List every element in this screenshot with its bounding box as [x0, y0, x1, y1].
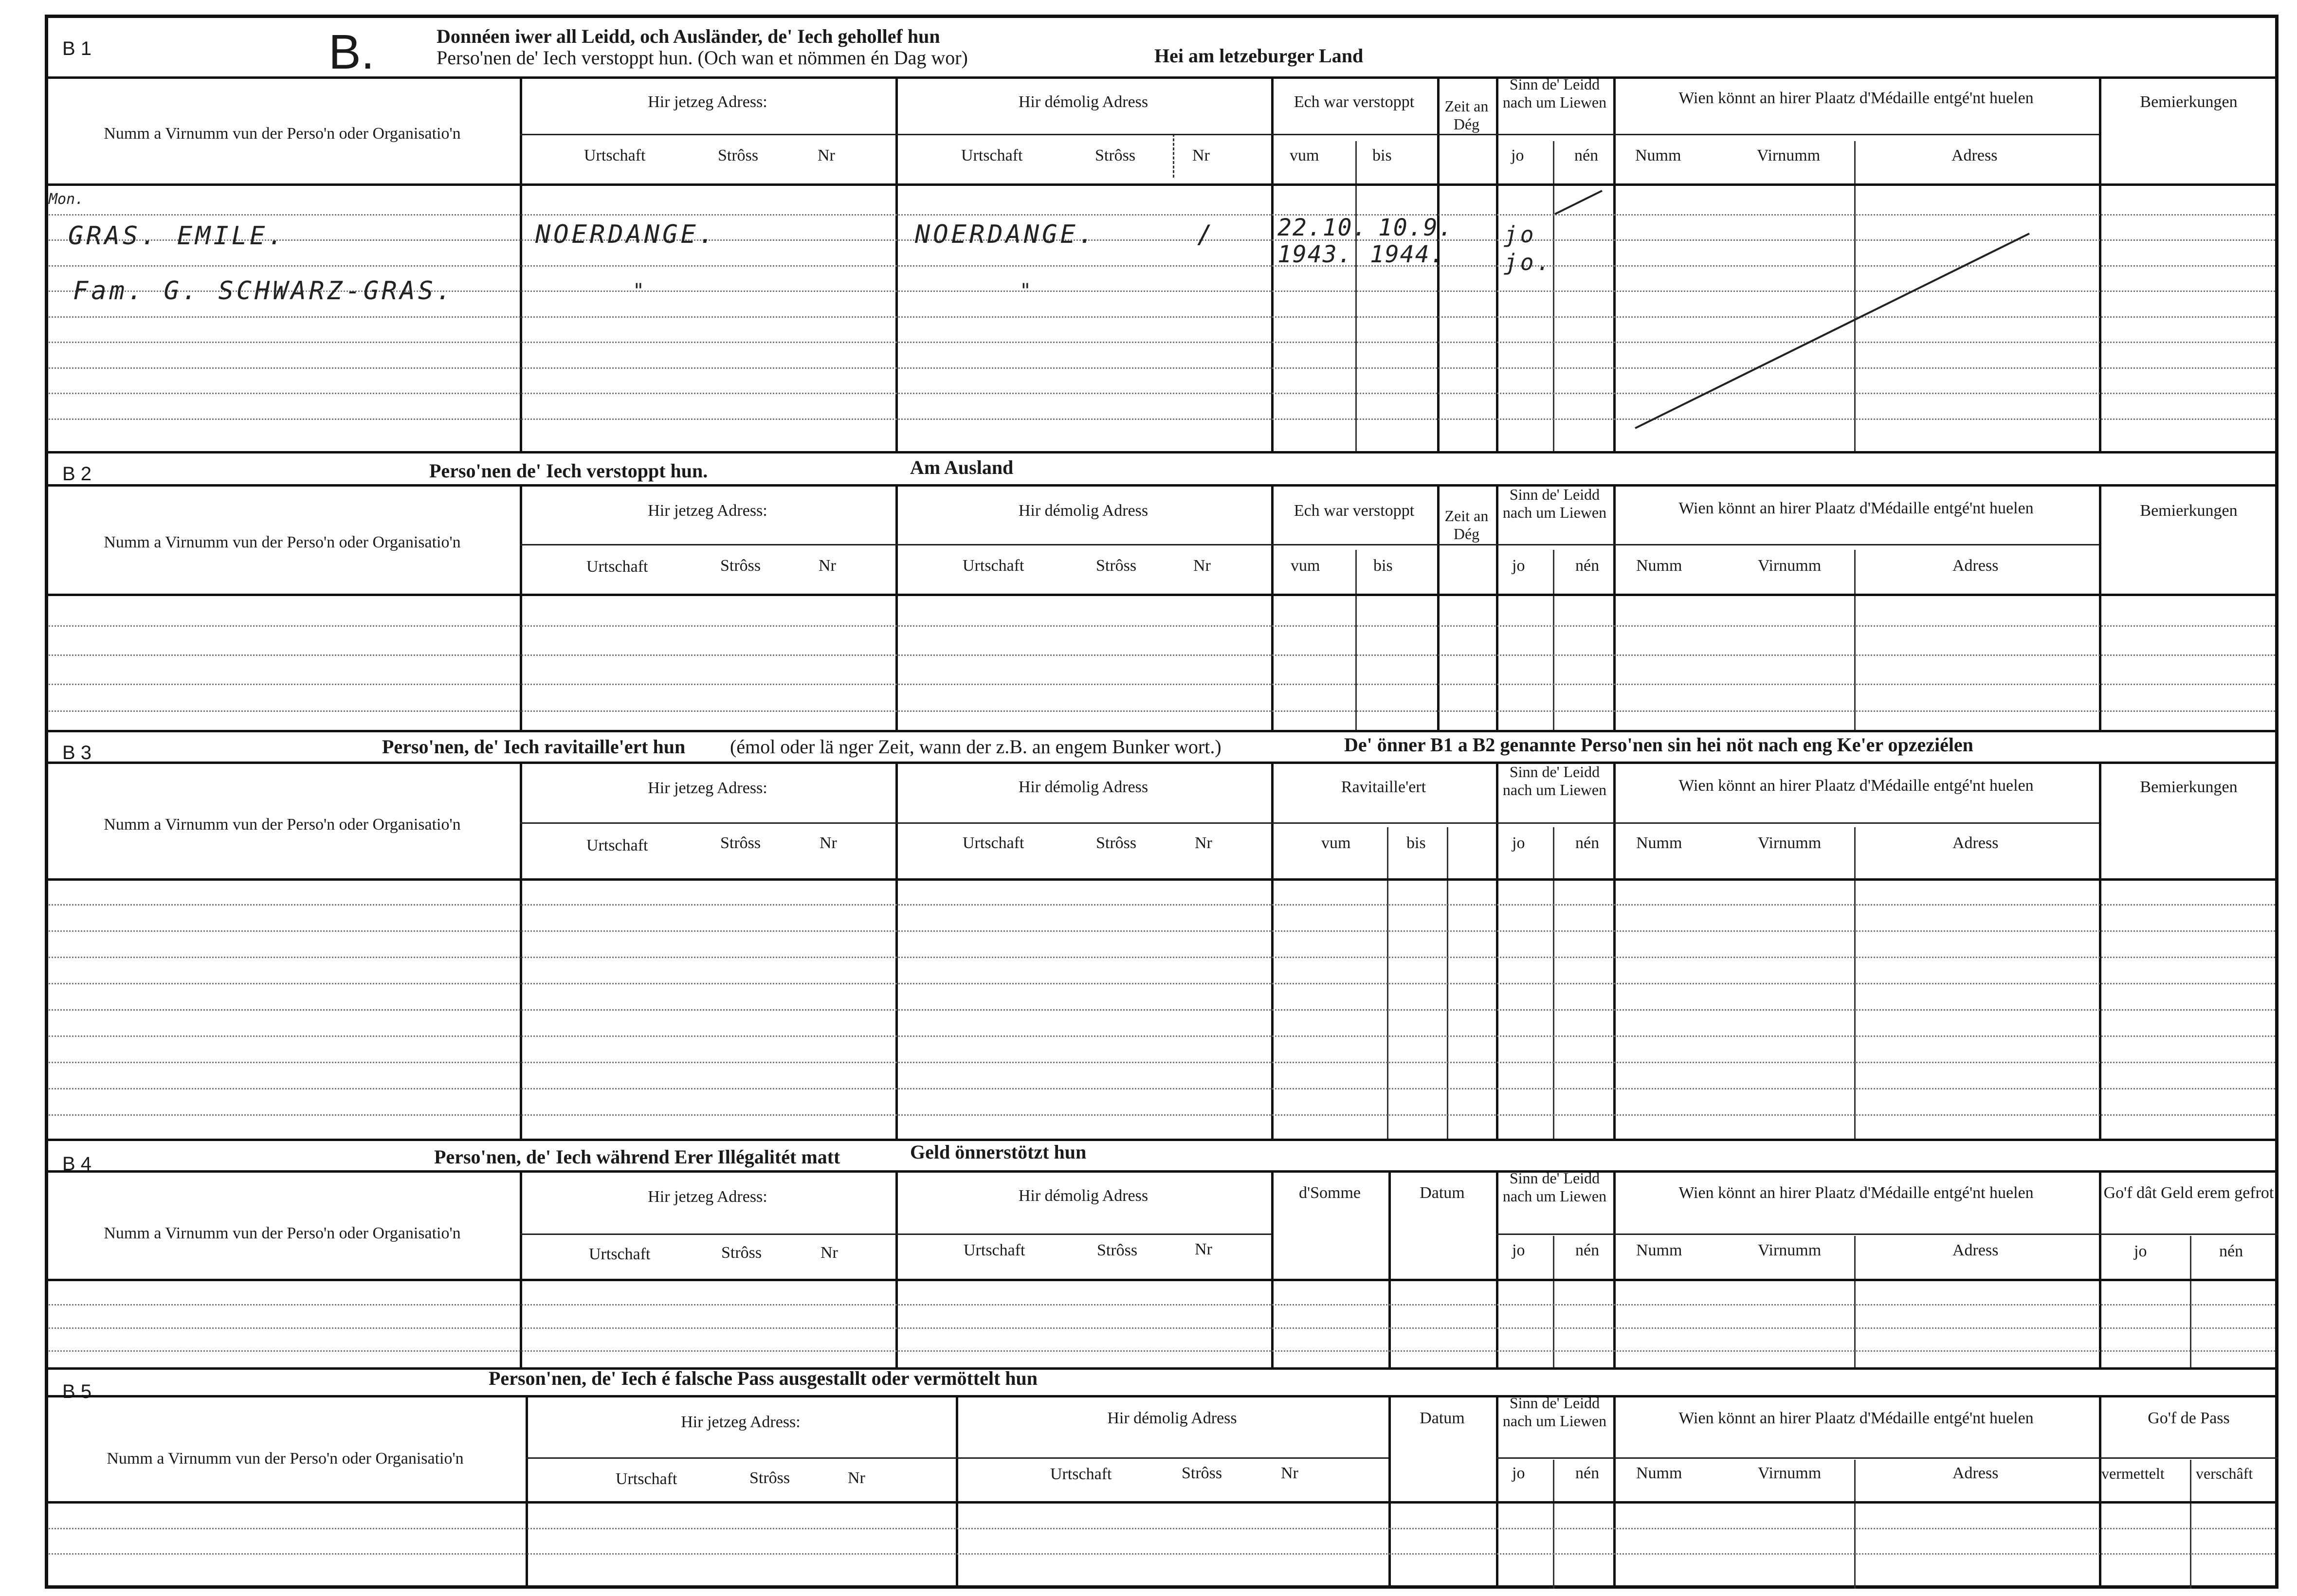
b1-col-to: bis — [1372, 146, 1392, 164]
b2-col-hidden: Ech war verstoppt — [1294, 502, 1415, 520]
form-letter: B. — [328, 25, 375, 79]
entry-1-prefix: Mon. — [49, 191, 84, 208]
entry-1-alive-yes: jo — [1504, 221, 1537, 248]
b2-col-lastname: Numm — [1636, 557, 1682, 575]
entry-1-former-nr: / — [1197, 220, 1216, 249]
b3-col-former-place: Urtschaft — [963, 834, 1024, 852]
b1-col-remarks: Bemierkungen — [2140, 93, 2238, 111]
b5-col-address: Adress — [1952, 1464, 1999, 1482]
b5-col-former-place: Urtschaft — [1050, 1465, 1112, 1483]
b5-col-alive: Sinn de' Leidd nach um Liewen — [1502, 1394, 1607, 1430]
b4-col-returned-no: nén — [2219, 1242, 2243, 1260]
entry-1-former-place: NOERDANGE. — [915, 220, 1097, 249]
medal-column-strike — [1635, 234, 2029, 428]
b2-col-medal: Wien könnt an hirer Plaatz d'Médaille entgé'nt huelen — [1678, 499, 2034, 517]
b5-col-former-nr: Nr — [1281, 1464, 1298, 1482]
section-b3-title-note: (émol oder lä nger Zeit, wann der z.B. an engem Bunker wort.) — [730, 736, 1221, 758]
b5-col-yes: jo — [1512, 1464, 1525, 1482]
b1-col-address: Adress — [1951, 146, 1998, 164]
b4-col-returned-yes: jo — [2134, 1242, 2147, 1260]
b2-col-current-place: Urtschaft — [586, 558, 648, 576]
b2-col-address: Adress — [1952, 557, 1999, 575]
b2-col-yes: jo — [1512, 557, 1525, 575]
b4-col-former-place: Urtschaft — [964, 1241, 1025, 1259]
section-b2-region: Am Ausland — [910, 456, 1014, 478]
b1-col-current-address: Hir jetzeg Adress: — [648, 93, 767, 111]
b5-col-lastname: Numm — [1636, 1464, 1682, 1482]
b4-col-firstname: Virnumm — [1758, 1241, 1822, 1259]
entry-2-current-place: " — [633, 280, 648, 302]
b5-col-current-nr: Nr — [848, 1469, 865, 1487]
b5-col-date: Datum — [1420, 1409, 1465, 1427]
b1-col-current-nr: Nr — [818, 146, 835, 164]
b2-col-alive: Sinn de' Leidd nach um Liewen — [1502, 486, 1607, 521]
b3-col-former-address: Hir démolig Adress — [1018, 778, 1148, 796]
b4-col-date: Datum — [1420, 1184, 1465, 1202]
b1-col-former-address: Hir démolig Adress — [1018, 93, 1148, 111]
b3-col-address: Adress — [1952, 834, 1999, 852]
b5-col-current-street: Strôss — [749, 1469, 790, 1487]
b4-col-current-street: Strôss — [721, 1244, 762, 1262]
b1-col-former-nr: Nr — [1192, 146, 1210, 164]
b1-col-former-place: Urtschaft — [961, 146, 1023, 164]
no-column-strike — [1555, 191, 1602, 214]
b2-col-to: bis — [1373, 557, 1393, 575]
section-b4-title: Perso'nen, de' Iech während Erer Illégalitét matt — [434, 1146, 840, 1168]
b1-col-medal: Wien könnt an hirer Plaatz d'Médaille entgé'nt huelen — [1678, 89, 2034, 107]
b4-col-no: nén — [1575, 1241, 1600, 1259]
b2-col-current-address: Hir jetzeg Adress: — [648, 502, 767, 520]
b5-col-firstname: Virnumm — [1758, 1464, 1822, 1482]
b4-col-current-nr: Nr — [820, 1244, 838, 1262]
b5-col-current-place: Urtschaft — [616, 1470, 677, 1488]
b1-col-former-street: Strôss — [1095, 146, 1136, 164]
b2-col-remarks: Bemierkungen — [2140, 502, 2238, 520]
section-b1-id: B 1 — [62, 38, 92, 59]
b3-col-former-street: Strôss — [1096, 834, 1137, 852]
b4-col-lastname: Numm — [1636, 1241, 1682, 1259]
b1-col-hidden: Ech war verstoppt — [1294, 93, 1415, 111]
b4-col-name: Numm a Virnumm vun der Perso'n oder Organisatio'n — [104, 1224, 461, 1242]
section-b3-id: B 3 — [62, 742, 92, 763]
b4-col-current-place: Urtschaft — [589, 1245, 651, 1263]
b1-col-yes: jo — [1511, 146, 1524, 164]
b4-col-yes: jo — [1512, 1241, 1525, 1259]
entry-2-name: Fam. G. SCHWARZ-GRAS. — [73, 276, 455, 306]
entry-1-from-line2: 1943. — [1277, 241, 1353, 268]
b4-col-current-address: Hir jetzeg Adress: — [648, 1188, 767, 1206]
section-b3-title: Perso'nen, de' Iech ravitaille'ert hun — [382, 736, 686, 758]
section-b5-id: B 5 — [62, 1381, 92, 1402]
b3-col-no: nén — [1575, 834, 1600, 852]
b3-col-current-address: Hir jetzeg Adress: — [648, 779, 767, 797]
b5-col-mediated: vermettelt — [2101, 1465, 2165, 1482]
b5-col-former-address: Hir démolig Adress — [1107, 1409, 1237, 1427]
section-b4-id: B 4 — [62, 1153, 92, 1175]
section-b3-title-tail: De' önner B1 a B2 genannte Perso'nen sin hei nöt nach eng Ke'er opzeziélen — [1344, 734, 1973, 756]
b5-col-no: nén — [1575, 1464, 1600, 1482]
entry-1-current-place: NOERDANGE. — [535, 220, 717, 249]
b3-col-yes: jo — [1512, 834, 1525, 852]
b4-col-former-nr: Nr — [1195, 1240, 1212, 1258]
section-b1-region: Hei am letzeburger Land — [1154, 45, 1364, 67]
b3-col-supply: Ravitaille'ert — [1341, 778, 1426, 796]
b3-col-former-nr: Nr — [1195, 834, 1212, 852]
b1-col-current-place: Urtschaft — [584, 146, 646, 164]
entry-1-name: GRAS. EMILE. — [68, 221, 286, 251]
b1-col-current-street: Strôss — [718, 146, 759, 164]
b3-col-to: bis — [1406, 834, 1426, 852]
b2-col-former-address: Hir démolig Adress — [1018, 502, 1148, 520]
b3-col-from: vum — [1321, 834, 1351, 852]
b1-col-lastname: Numm — [1635, 146, 1681, 164]
b3-col-alive: Sinn de' Leidd nach um Liewen — [1502, 763, 1607, 798]
b1-col-from: vum — [1290, 146, 1319, 164]
b2-col-former-place: Urtschaft — [963, 557, 1024, 575]
b4-col-sum: d'Somme — [1298, 1184, 1361, 1202]
b5-col-current-address: Hir jetzeg Adress: — [681, 1413, 801, 1431]
b5-col-medal: Wien könnt an hirer Plaatz d'Médaille entgé'nt huelen — [1678, 1409, 2034, 1427]
b3-col-name: Numm a Virnumm vun der Perso'n oder Organisatio'n — [104, 816, 461, 834]
section-b2-title: Perso'nen de' Iech verstoppt hun. — [429, 460, 708, 482]
b4-col-returned: Go'f dât Geld erem gefrot — [2103, 1184, 2274, 1202]
b1-col-firstname: Virnumm — [1757, 146, 1821, 164]
b5-col-name: Numm a Virnumm vun der Perso'n oder Organisatio'n — [107, 1450, 464, 1468]
section-b4-title-tail: Geld önnerstötzt hun — [910, 1141, 1087, 1163]
b4-col-former-street: Strôss — [1097, 1241, 1138, 1259]
section-b2-id: B 2 — [62, 463, 92, 485]
b1-col-zeit: Zeit an Dég — [1444, 97, 1489, 133]
b1-col-no: nén — [1574, 146, 1599, 164]
entry-2-alive-yes: jo. — [1504, 249, 1553, 275]
entry-2-former-place: " — [1020, 280, 1035, 302]
b2-col-current-nr: Nr — [819, 557, 836, 575]
b5-col-procured: verschâft — [2196, 1465, 2253, 1482]
b4-col-former-address: Hir démolig Adress — [1018, 1187, 1148, 1205]
entry-1-from-line1: 22.10. — [1277, 214, 1368, 241]
b4-col-address: Adress — [1952, 1241, 1999, 1259]
b3-col-current-street: Strôss — [720, 834, 761, 852]
entry-1-to-line1: 10.9. — [1378, 214, 1454, 241]
b1-col-name: Numm a Virnumm vun der Perso'n oder Organisatio'n — [104, 125, 461, 143]
section-b1-title-line2: Perso'nen de' Iech verstoppt hun. (Och wan et nömmen én Dag wor) — [437, 47, 968, 69]
b2-col-current-street: Strôss — [720, 557, 761, 575]
b4-col-alive: Sinn de' Leidd nach um Liewen — [1502, 1169, 1607, 1205]
b3-col-remarks: Bemierkungen — [2140, 778, 2238, 796]
section-b1-title-line1: Donnéen iwer all Leidd, och Ausländer, de' Iech gehollef hun — [437, 25, 940, 47]
b3-col-lastname: Numm — [1636, 834, 1682, 852]
b2-col-from: vum — [1291, 557, 1320, 575]
b3-col-current-nr: Nr — [820, 834, 837, 852]
b5-col-former-street: Strôss — [1182, 1464, 1222, 1482]
b3-col-medal: Wien könnt an hirer Plaatz d'Médaille entgé'nt huelen — [1678, 777, 2034, 795]
b2-col-former-street: Strôss — [1096, 557, 1137, 575]
b2-col-name: Numm a Virnumm vun der Perso'n oder Organisatio'n — [104, 533, 461, 551]
entry-1-to-line2: 1944. — [1370, 241, 1445, 268]
b3-col-current-place: Urtschaft — [586, 836, 648, 854]
b1-col-alive: Sinn de' Leidd nach um Liewen — [1502, 75, 1607, 111]
b2-col-firstname: Virnumm — [1758, 557, 1822, 575]
b2-col-zeit: Zeit an Dég — [1444, 507, 1489, 543]
b3-col-firstname: Virnumm — [1758, 834, 1822, 852]
b4-col-medal: Wien könnt an hirer Plaatz d'Médaille entgé'nt huelen — [1678, 1184, 2034, 1202]
b2-col-former-nr: Nr — [1193, 557, 1211, 575]
section-b5-title: Person'nen, de' Iech é falsche Pass ausgestallt oder vermöttelt hun — [489, 1367, 1038, 1389]
b2-col-no: nén — [1575, 557, 1600, 575]
b5-col-pass: Go'f de Pass — [2148, 1409, 2230, 1427]
